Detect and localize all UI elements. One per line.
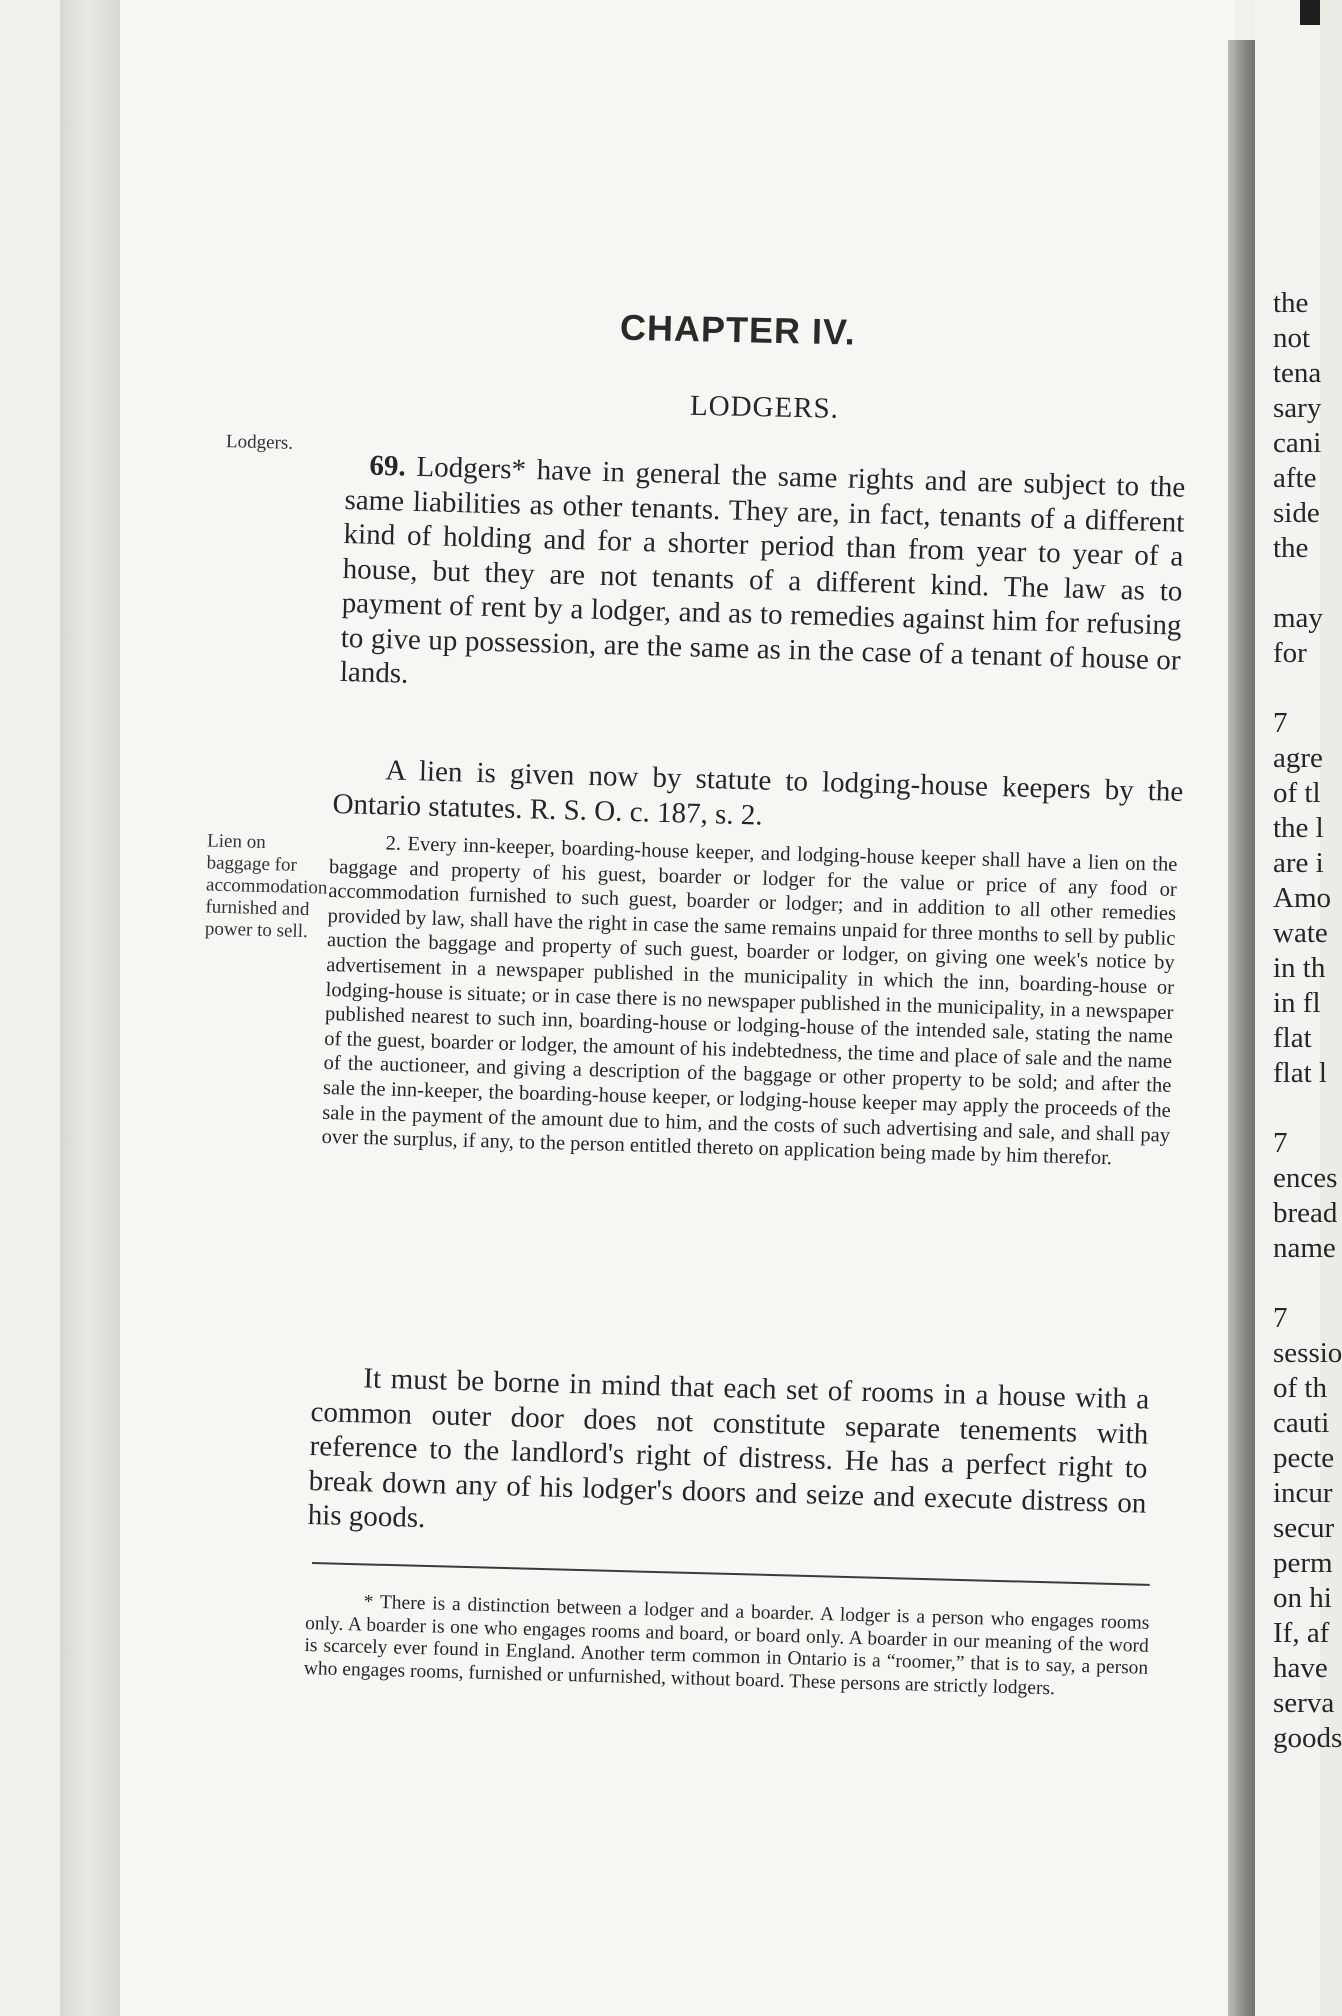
right-page-line: serva	[1273, 1687, 1335, 1719]
right-page-line: incur	[1273, 1477, 1333, 1509]
right-page-line: the	[1273, 532, 1309, 564]
right-page-line	[1273, 1091, 1320, 1126]
right-page-line: sary	[1273, 392, 1322, 424]
right-page-line: sessio	[1273, 1337, 1342, 1369]
right-page-line: in fl	[1273, 987, 1321, 1019]
book-gutter	[1228, 40, 1258, 2016]
right-page-line: for	[1273, 637, 1307, 669]
right-page-line: If, af	[1273, 1617, 1330, 1649]
right-page-line	[1273, 566, 1320, 601]
right-page-line	[1273, 1266, 1320, 1301]
right-page-line	[1273, 671, 1320, 706]
right-page-line: of th	[1273, 1372, 1327, 1404]
right-page-line: bread	[1273, 1197, 1338, 1229]
right-page-line: have	[1273, 1652, 1328, 1684]
right-page-line: agre	[1273, 742, 1323, 774]
right-page-line: Amo	[1273, 882, 1331, 914]
section-title: LODGERS.	[689, 389, 840, 425]
right-page-line: flat l	[1273, 1057, 1327, 1089]
scan-corner-mark	[1300, 0, 1320, 25]
footnote: * There is a distinction between a lodger and a boarder. A lodger is a person who engages rooms only. A boarder is one who engages rooms and board, or board only. A boarder in our meaning of the word is scarcely ever found in England. Another term common in Ontario is a “roomer,” that is to say, a person who engages rooms, furnished or unfurnished, without board. These persons are strictly lodgers.	[303, 1591, 1150, 1700]
right-page-line: of tl	[1273, 777, 1321, 809]
right-page-line: cauti	[1273, 1407, 1330, 1439]
right-page-line: may	[1273, 602, 1323, 634]
paragraph-lien-statute: A lien is given now by statute to lodging-house keepers by the Ontario statutes. R. S. O. c. 187, s. 2.	[332, 754, 1184, 832]
right-page-line: the l	[1273, 812, 1324, 844]
margin-note-lodgers: Lodgers.	[225, 431, 294, 454]
right-page-line: secur	[1273, 1512, 1335, 1544]
right-page-line: ences	[1273, 1162, 1338, 1194]
right-page-line: 7	[1273, 1302, 1288, 1334]
paragraph-69	[339, 448, 1185, 712]
right-page-line: afte	[1273, 462, 1317, 494]
right-page-line: on hi	[1273, 1582, 1332, 1614]
right-page-line: 7	[1273, 707, 1288, 739]
paragraph-69-text: Lodgers* have in general the same rights and are subject to the same liabilities as other tenants. They are, in fact, tenants of a different kind of holding and for a shorter period than from year to year of a house, but they are not tenants of a different kind. The law as to payment of rent by a lodger, and as to remedies against him for refusing to give up possession, are the same as in the case of a tenant of house or lands.	[339, 450, 1186, 690]
chapter-title: CHAPTER IV.	[619, 306, 857, 353]
right-page-line: perm	[1273, 1547, 1333, 1579]
right-page-line: flat	[1273, 1022, 1312, 1054]
right-page-line: goods	[1273, 1722, 1342, 1754]
right-page-line: the	[1273, 287, 1309, 319]
right-page-line: pecte	[1273, 1442, 1335, 1474]
right-page-text	[1273, 286, 1342, 1756]
section-number: 69.	[369, 449, 407, 483]
right-page-line: 7	[1273, 1127, 1288, 1159]
right-page-line: cani	[1273, 427, 1322, 459]
right-page-line: name	[1273, 1232, 1336, 1264]
margin-note-lien: Lien on baggage for accommodation furnished and power to sell.	[204, 830, 328, 943]
right-page-line: side	[1273, 497, 1320, 529]
right-page-line: tena	[1273, 357, 1322, 389]
paragraph-distress: It must be borne in mind that each set of rooms in a house with a common outer door does not constitute separate tenements with reference to the landlord's right of distress. He has a perfect right to break down any of his lodger's doors and seize and execute distress on his goods.	[307, 1362, 1150, 1535]
statute-quotation: 2. Every inn-keeper, boarding-house keeper, and lodging-house keeper shall have a lien on the baggage and property of his guest, boarder or lodger for the value or price of any food or accommodation furnished to such guest, boarder or lodger; and in addition to all other remedies provided by law, shall have the right in case the same remains unpaid for three months to sell by public auction the baggage and property of such guest, boarder or lodger, on giving one week's notice by advertisement in a newspaper published in the municipality in which the inn, boarding-house or lodging-house is situate; or in case there is no newspaper published in the municipality, in a newspaper published nearest to such inn, boarding-house or lodging-house of the intended sale, stating the name of the guest, boarder or lodger, the amount of his indebtedness, the time and place of sale and the name of the auctioneer, and giving a description of the baggage or other property to be sold; and after the sale the inn-keeper, the boarding-house keeper, or lodging-house keeper may apply the proceeds of the sale in the payment of the amount due to him, and the costs of such advertising and sale, and shall pay over the surplus, if any, to the person entitled thereto on application being made by him therefor.	[321, 832, 1178, 1170]
right-page-line: not	[1273, 322, 1311, 354]
right-page-line: are i	[1273, 847, 1324, 879]
right-page-line: wate	[1273, 917, 1328, 949]
right-page-line: in th	[1273, 952, 1326, 984]
